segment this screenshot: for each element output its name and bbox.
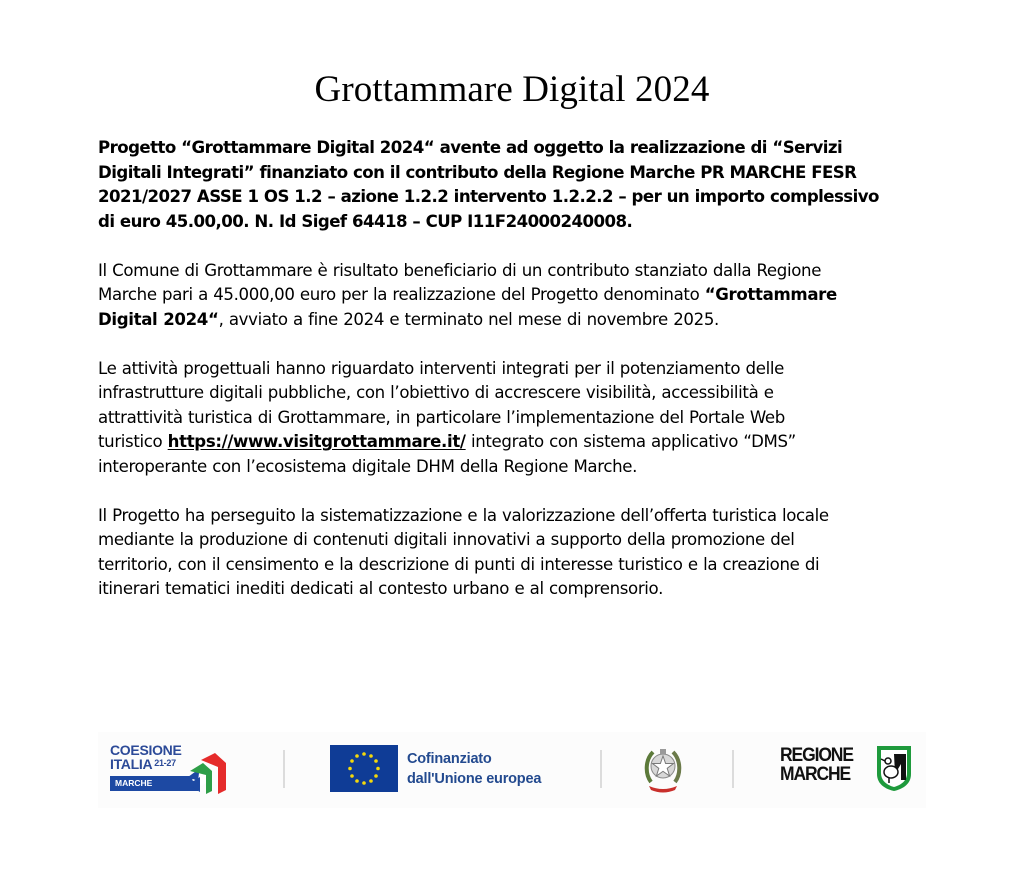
coesione-label: COESIONE xyxy=(110,742,182,758)
text-line: mediante la produzione di contenuti digitali innovativi a supporto della promozione del xyxy=(98,530,795,549)
text-line: di euro 45.00,00. N. Id Sigef 64418 – CUP I11F24000240008. xyxy=(98,211,633,231)
eu-cofunded-logo xyxy=(330,745,570,793)
marche-label: MARCHE xyxy=(780,764,851,785)
eu-flag-icon xyxy=(330,745,398,792)
project-summary-paragraph xyxy=(98,136,938,234)
regione-label: REGIONE xyxy=(780,745,853,766)
text-line: Progetto “Grottammare Digital 2024“ avente ad oggetto la realizzazione di “Servizi xyxy=(98,138,843,157)
project-name-bold: “Grottammare xyxy=(704,285,837,304)
regione-marche-shield-icon xyxy=(875,744,913,792)
page-title: Grottammare Digital 2024 xyxy=(314,69,710,110)
coesione-italia-wordmark xyxy=(110,744,182,771)
text-segment: , avviato a fine 2024 e terminato nel mese di novembre 2025. xyxy=(218,309,719,329)
outcome-paragraph xyxy=(98,504,938,602)
visitgrottammare-link[interactable]: https://www.visitgrottammare.it/ xyxy=(167,432,466,451)
text-segment: turistico xyxy=(98,432,168,451)
logo-divider xyxy=(732,750,734,788)
text-line xyxy=(98,283,938,308)
years-label: 21-27 xyxy=(154,758,176,768)
italia-label: ITALIA xyxy=(110,756,153,772)
funding-logos-strip xyxy=(98,732,926,808)
text-line: attrattività turistica di Grottammare, in particolare l’implementazione del Portale Web xyxy=(98,407,785,427)
coesione-italia-arrow-icon xyxy=(178,744,238,794)
beneficiary-paragraph xyxy=(98,259,938,333)
cofinanziato-label: Cofinanziato xyxy=(407,751,492,767)
logo-divider xyxy=(283,750,285,788)
regione-marche-logo xyxy=(780,744,920,796)
logo-divider xyxy=(600,750,602,788)
project-name-bold: Digital 2024“ xyxy=(98,309,219,329)
marche-label: MARCHE xyxy=(110,776,198,791)
text-line: itinerari tematici inediti dedicati al contesto urbano e al comprensorio. xyxy=(98,579,663,598)
coesione-italia-logo xyxy=(110,744,238,796)
text-segment: integrato con sistema applicativo “DMS” xyxy=(465,432,796,451)
text-line: 2021/2027 ASSE 1 OS 1.2 – azione 1.2.2 intervento 1.2.2.2 – per un importo complessivo xyxy=(98,187,879,206)
text-line: Digitali Integrati” finanziato con il contributo della Regione Marche PR MARCHE FESR xyxy=(98,162,857,182)
eu-cofunded-label xyxy=(407,749,541,789)
text-line: territorio, con il censimento e la descrizione di punti di interesse turistico e la creazione di xyxy=(98,554,820,574)
text-line xyxy=(98,308,938,333)
text-segment: Marche pari a 45.000,00 euro per la realizzazione del Progetto denominato xyxy=(98,285,705,304)
text-line: Il Progetto ha perseguito la sistematizzazione e la valorizzazione dell’offerta turistica locale xyxy=(98,505,829,525)
text-line: infrastrutture digitali pubbliche, con l’obiettivo di accrescere visibilità, accessibilità e xyxy=(98,383,774,402)
regione-marche-wordmark xyxy=(780,746,853,784)
unione-europea-label: dall'Unione europea xyxy=(407,771,542,787)
text-line: interoperante con l’ecosistema digitale DHM della Regione Marche. xyxy=(98,456,638,476)
italian-republic-emblem-icon xyxy=(643,744,683,796)
text-line: Le attività progettuali hanno riguardato interventi integrati per il potenziamento delle xyxy=(98,358,784,378)
text-line xyxy=(98,430,938,455)
activities-paragraph xyxy=(98,357,938,480)
document-body xyxy=(98,136,938,626)
text-line: Il Comune di Grottammare è risultato beneficiario di un contributo stanziato dalla Regione xyxy=(98,260,822,280)
